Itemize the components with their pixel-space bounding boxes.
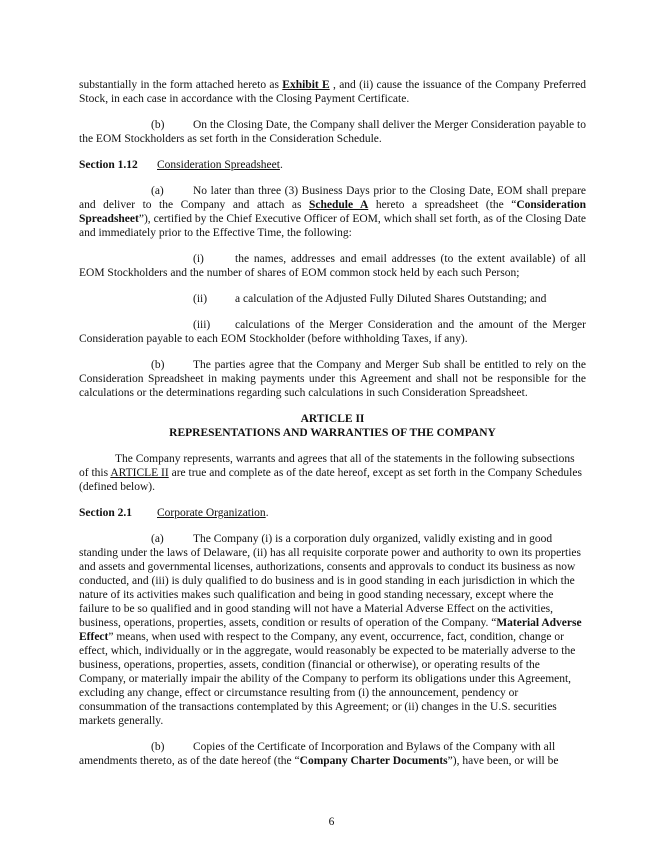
paragraph-1-11b: (b) On the Closing Date, the Company shall deliver the Merger Consideration payable to the EOM Stockholders as set forth in the Consideration Schedule. (79, 119, 586, 145)
list-item-ii: (ii) a calculation of the Adjusted Fully Diluted Shares Outstanding; and (193, 293, 547, 305)
exhibit-e-reference: Exhibit E (282, 79, 330, 91)
paragraph-2-1b: (b) Copies of the Certificate of Incorporation and Bylaws of the Company with all amendments thereto, as of the date hereof (the “Company Charter Documents”), have been, or will be (79, 741, 559, 767)
section-1-12-heading: Section 1.12 Consideration Spreadsheet. (79, 159, 283, 171)
article-title: REPRESENTATIONS AND WARRANTIES OF THE COMPANY (169, 427, 496, 439)
article-heading: ARTICLE II (300, 413, 365, 425)
list-item-i: (i) the names, addresses and email addresses (to the extent available) of all EOM Stockholders and the number of shares of EOM common stock held by each such Person; (79, 253, 586, 279)
list-item-iii: (iii) calculations of the Merger Consideration and the amount of the Merger Consideration payable to each EOM Stockholder (before withholding Taxes, if any). (79, 319, 586, 345)
page-number: 6 (328, 816, 335, 828)
article-ii-reference: ARTICLE II (110, 467, 169, 479)
schedule-a-reference: Schedule A (309, 199, 369, 211)
paragraph-1-12b: (b) The parties agree that the Company and Merger Sub shall be entitled to rely on the Consideration Spreadsheet in making payments under this Agreement and shall not be responsible for the calculations or the determinations regarding such calculations in such Consideration Spreadsheet. (79, 359, 586, 399)
section-2-1-heading: Section 2.1 Corporate Organization. (79, 507, 269, 519)
paragraph-1-12a: (a) No later than three (3) Business Days prior to the Closing Date, EOM shall prepare and deliver to the Company and attach as Schedule A hereto a spreadsheet (the “Consideration Spreadsheet”), certified by the Chief Executive Officer of EOM, which shall set forth, as of the Closing Date and immediately prior to the Effective Time, the following: (79, 185, 586, 239)
paragraph-continuation: substantially in the form attached hereto as Exhibit E , and (ii) cause the issuance of the Company Preferred Stock, in each case in accordance with the Closing Payment Certificate. (79, 79, 587, 105)
paragraph-2-1a: (a) The Company (i) is a corporation duly organized, validly existing and in good standing under the laws of Delaware, (ii) has all requisite corporate power and authority to own its properties and assets and governmental licenses, authorizations, consents and approvals to conduct its business as now conducted, and (iii) is duly qualified to do business and is in good standing in each jurisdiction in which the nature of its activities makes such qualification and being in good standing necessary, except where the failure to be so qualified and in good standing will not have a Material Adverse Effect on the activities, business, operations, properties, assets, condition or results of operation of the Company. “Material Adverse Effect” means, when used with respect to the Company, any event, occurrence, fact, condition, change or effect, which, individually or in the aggregate, would reasonably be expected to be materially adverse to the business, operations, properties, assets, condition (financial or otherwise), or operating results of the Company, or materially impair the ability of the Company to perform its obligations under this Agreement, excluding any change, effect or circumstance resulting from (i) the announcement, pendency or consummation of the transactions contemplated by this Agreement; or (ii) changes in the U.S. securities markets generally. (79, 533, 582, 727)
article-ii-intro: The Company represents, warrants and agrees that all of the statements in the following subsections of this ARTICLE II are true and complete as of the date hereof, except as set forth in the Company Schedules (defined below). (79, 453, 582, 493)
document-page (79, 78, 586, 768)
